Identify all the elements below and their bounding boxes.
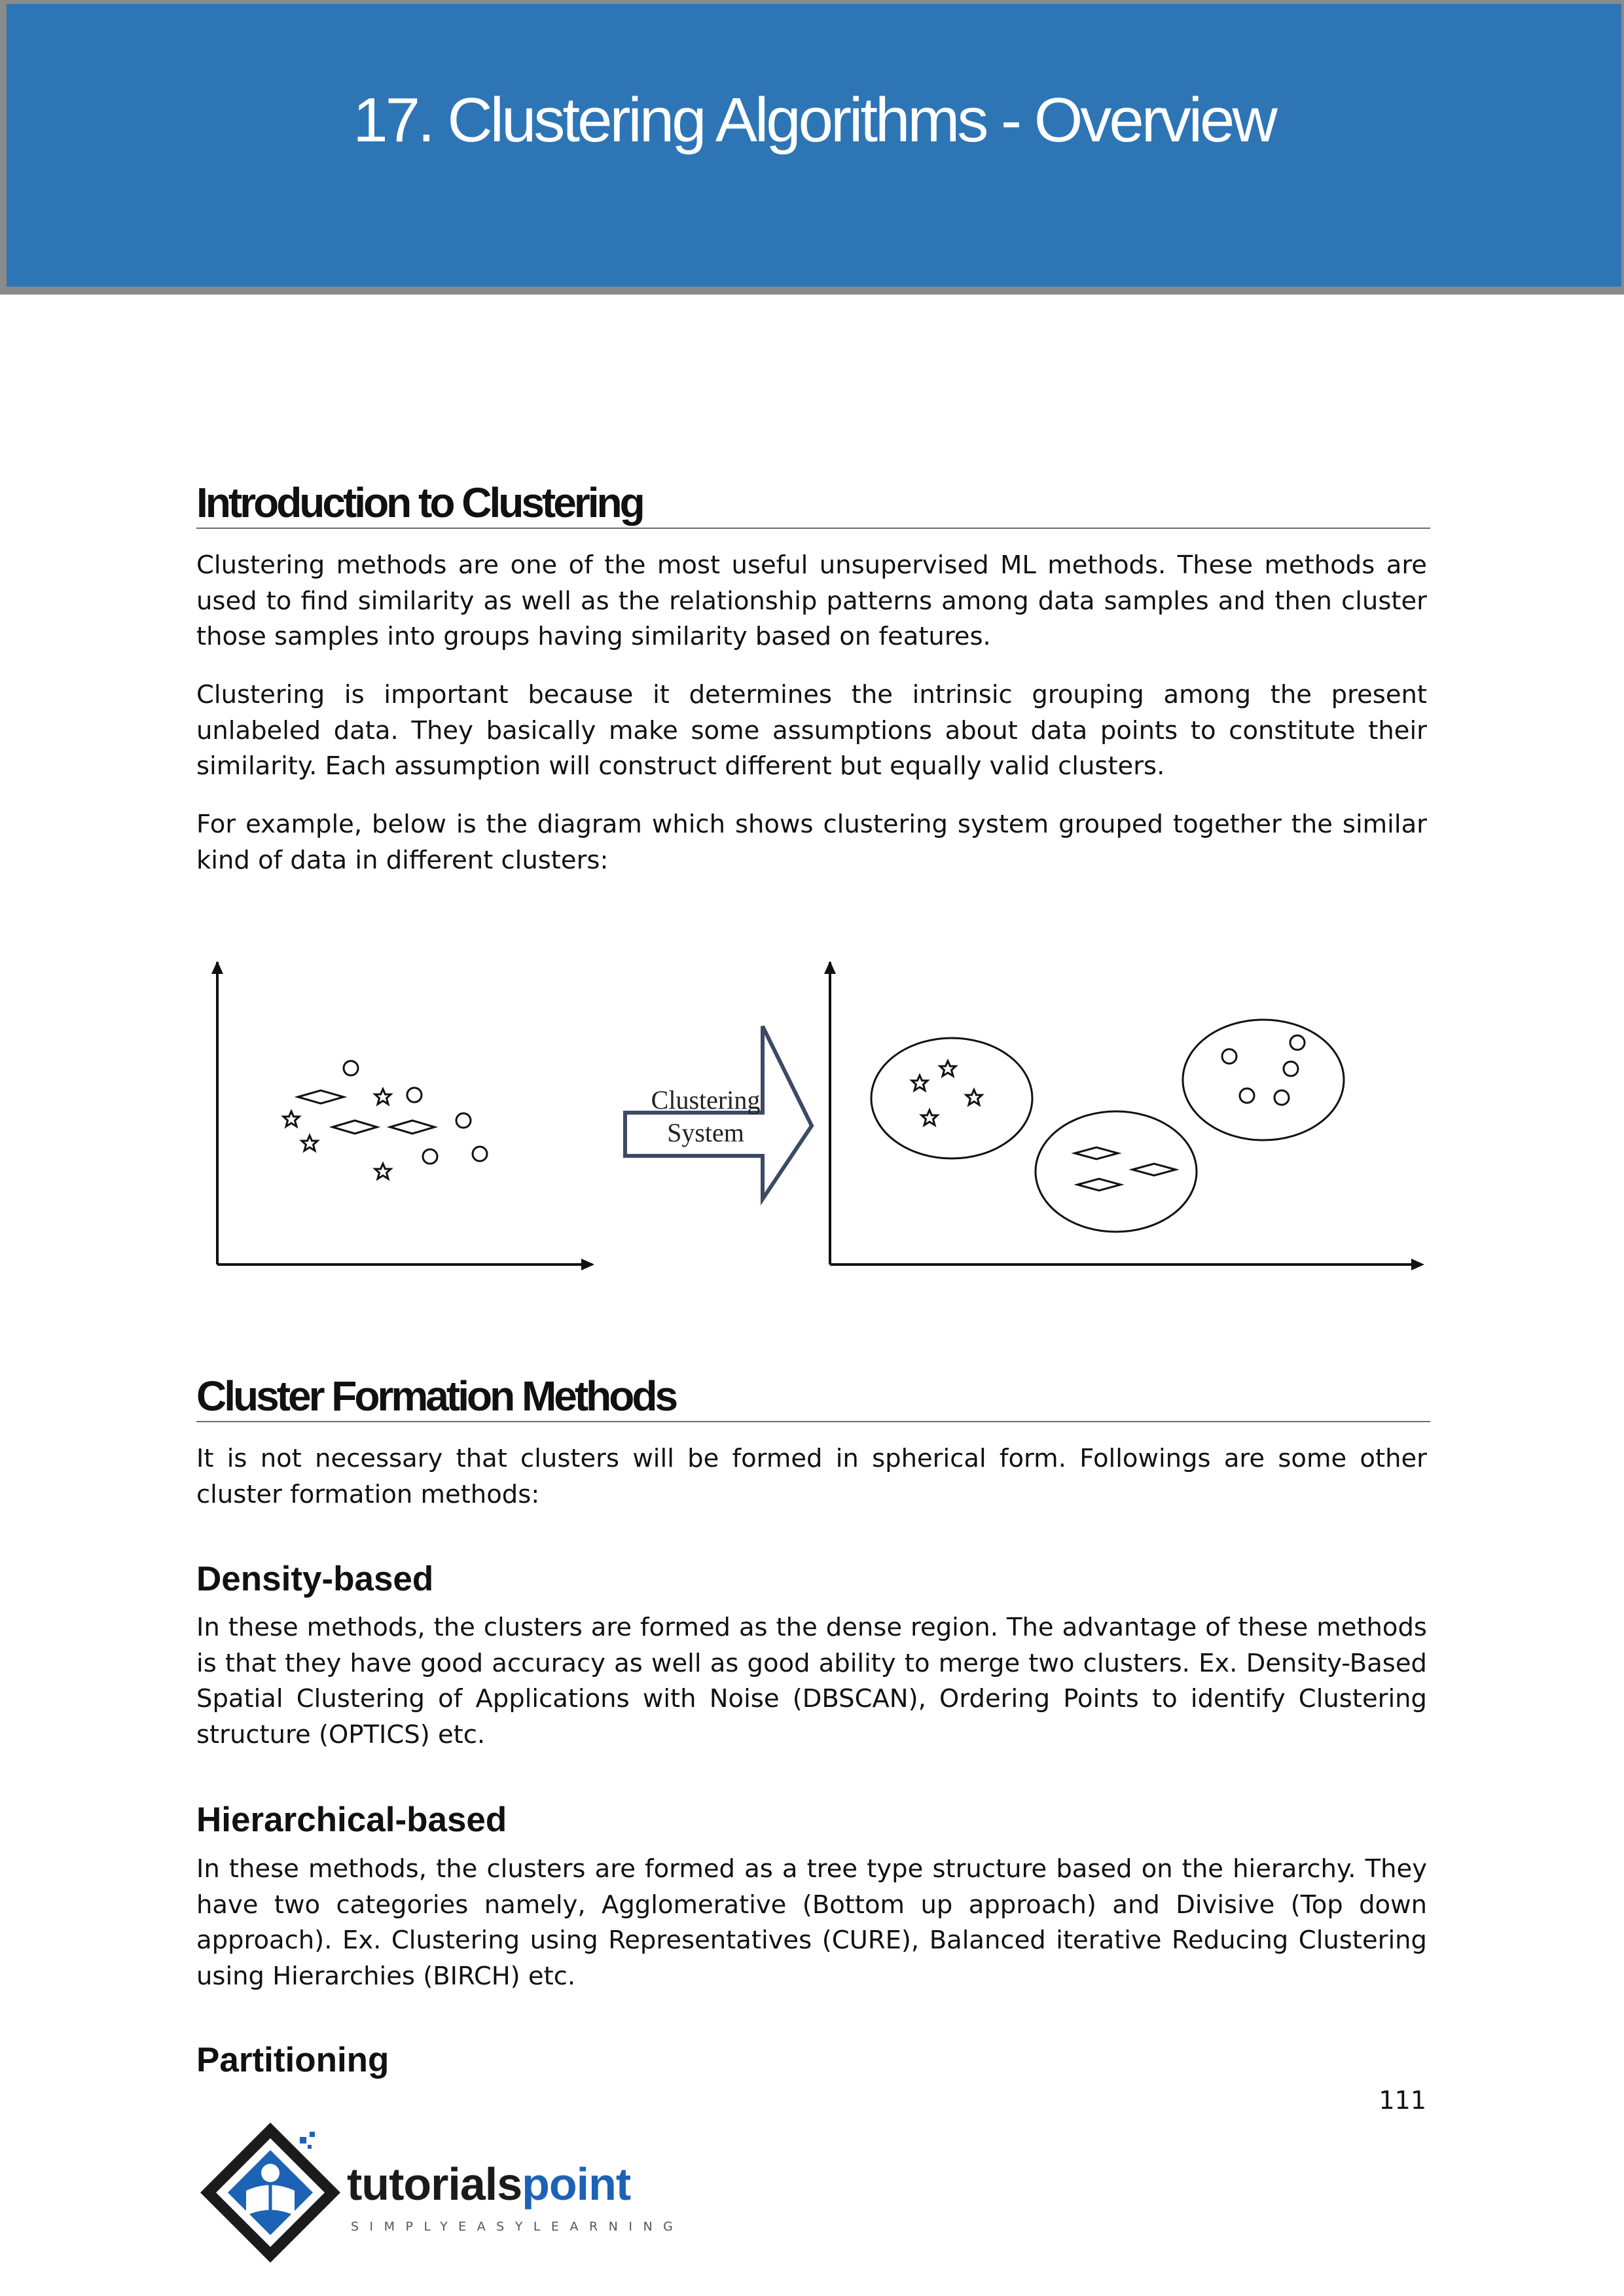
circle-point	[1284, 1062, 1298, 1076]
diamond-point	[390, 1121, 435, 1134]
star-point	[966, 1090, 982, 1105]
clustering-system-arrow	[625, 1026, 812, 1199]
hierarchical-paragraph: In these methods, the clusters are formed as a tree type structure based on the hierarchy. They have two categories namely, Agglomerative (Bottom up approach) and Divisive (Top down approach). Ex. Clustering using Representatives (CURE), Balanced iterative Reducing Clustering using Hierarchies (BIRCH) etc.	[196, 1854, 1427, 1991]
diamond-point	[298, 1090, 344, 1103]
right-plot-axes	[824, 961, 1424, 1270]
circle-point	[344, 1061, 358, 1075]
logo-tagline: SIMPLYEASYLEARNING	[351, 2219, 684, 2234]
star-point	[912, 1075, 928, 1090]
star-point	[375, 1164, 391, 1179]
density-paragraph: In these methods, the clusters are formed as the dense region. The advantage of these methods is that they have good accuracy as well as good ability to merge two clusters. Ex. Density-Based Spatial Clustering of Applications with Noise (DBSCAN), Ordering Points to identify Clustering structure (OPTICS) etc.	[196, 1613, 1427, 1749]
diamond-point	[1077, 1179, 1121, 1191]
circle-point	[473, 1147, 487, 1161]
diamond-point	[1132, 1164, 1176, 1175]
hierarchical-heading: Hierarchical-based	[196, 1801, 507, 1839]
svg-text:tutorialspoint: tutorialspoint	[347, 2159, 631, 2210]
intro-paragraph-2: Clustering is important because it determines the intrinsic grouping among the present unlabeled data. They basically make some assumptions about data points to constitute their similarity. Each assumption will construct different but equally valid clusters.	[196, 680, 1427, 781]
diamond-cluster	[1036, 1111, 1197, 1232]
star-point	[283, 1111, 299, 1126]
chapter-banner	[0, 0, 1624, 295]
unclustered-points	[283, 1061, 487, 1179]
star-point	[375, 1089, 391, 1104]
intro-paragraph-1: Clustering methods are one of the most useful unsupervised ML methods. These methods are used to find similarity as well as the relationship patterns among data samples and then cluster those samples into groups having similarity based on features.	[196, 550, 1427, 651]
diamond-point	[1075, 1147, 1118, 1159]
circle-point	[407, 1088, 422, 1102]
circle-point	[1290, 1035, 1305, 1050]
diamond-point	[333, 1121, 377, 1134]
arrow-label-line2: System	[667, 1118, 744, 1147]
tutorialspoint-logo	[195, 2117, 706, 2271]
intro-heading: Introduction to Clustering	[196, 482, 1430, 529]
star-point	[940, 1061, 956, 1076]
arrow-label-line1: Clustering	[651, 1085, 761, 1115]
circle-cluster	[1183, 1020, 1344, 1140]
chapter-title: 17. Clustering Algorithms - Overview	[353, 85, 1275, 155]
page-number: 111	[1379, 2086, 1426, 2115]
star-point	[302, 1136, 317, 1151]
formation-paragraph: It is not necessary that clusters will be formed in spherical form. Followings are some other cluster formation methods:	[196, 1444, 1427, 1509]
star-cluster	[871, 1038, 1032, 1158]
circle-point	[1274, 1090, 1289, 1105]
chapter-banner-fill	[7, 4, 1621, 287]
density-heading: Density-based	[196, 1560, 434, 1598]
circle-point	[1240, 1088, 1254, 1103]
left-plot-axes	[211, 961, 594, 1270]
circle-point	[1222, 1049, 1236, 1064]
formation-heading: Cluster Formation Methods	[196, 1375, 1430, 1422]
partitioning-heading: Partitioning	[196, 2041, 389, 2079]
logo-emblem-icon	[200, 2123, 340, 2263]
circle-point	[423, 1149, 437, 1164]
clustering-diagram	[203, 949, 1434, 1289]
circle-point	[456, 1113, 471, 1128]
star-point	[922, 1110, 937, 1125]
intro-paragraph-3: For example, below is the diagram which shows clustering system grouped together the similar kind of data in different clusters:	[196, 810, 1427, 875]
